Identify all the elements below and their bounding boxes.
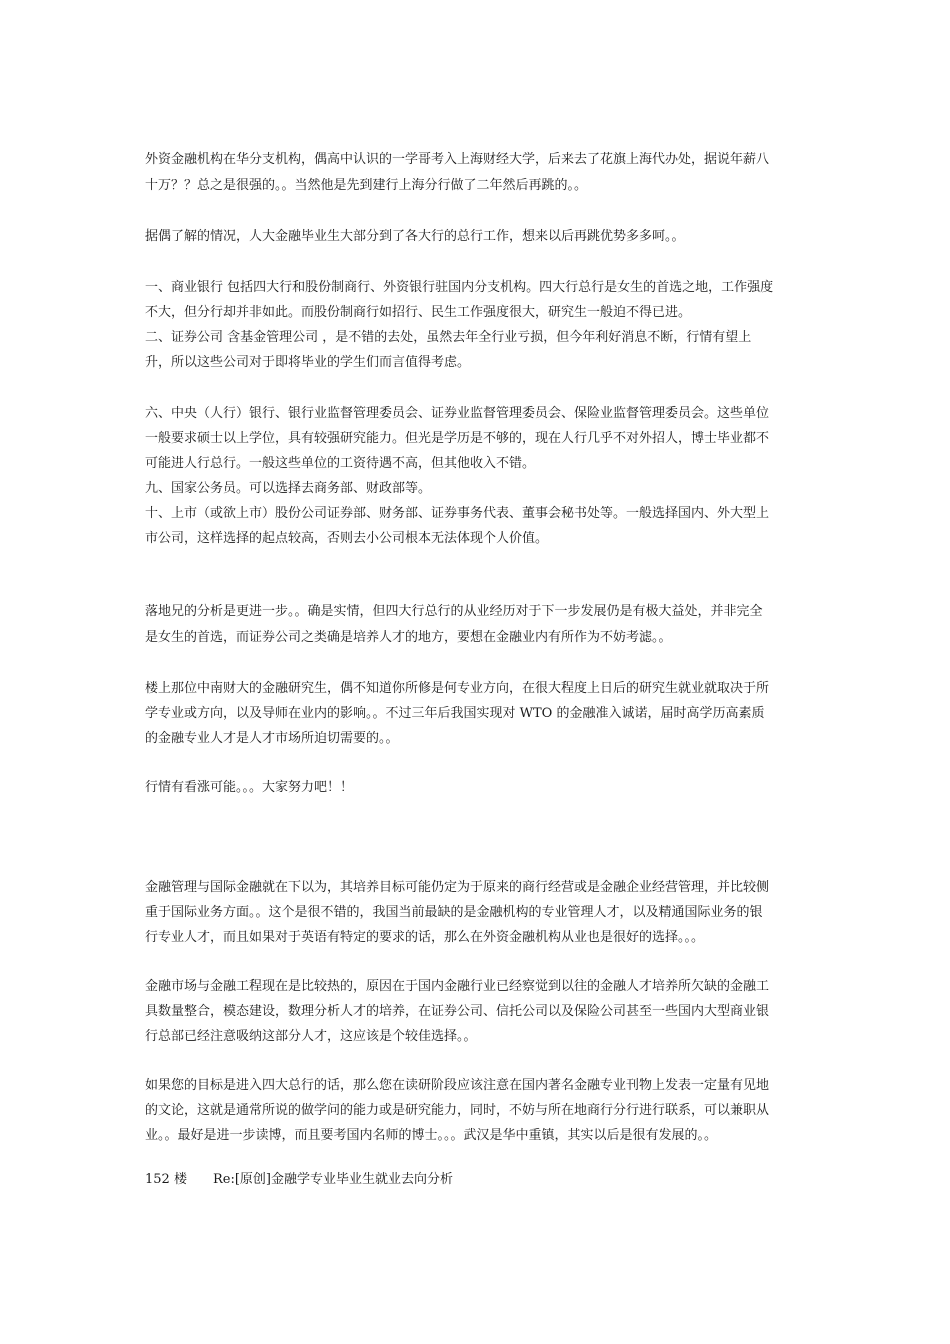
- text-line: 不大，但分行却并非如此。而股份制商行如招行、民生工作强度很大，研究生一般迫不得已进。: [145, 305, 692, 320]
- text-line: 据偶了解的情况，人大金融毕业生大部分到了各大行的总行工作，想来以后再跳优势多多呵。。: [145, 229, 685, 244]
- text-line: 如果您的目标是进入四大总行的话，那么您在读研阶段应该注意在国内著名金融专业刊物上发表一定量有见地: [145, 1078, 770, 1093]
- text-line: 行专业人才，而且如果对于英语有特定的要求的话，那么在外资金融机构从业也是很好的选择。。。: [145, 930, 705, 945]
- text-line: 六、中央（人行）银行、银行业监督管理委员会、证券业监督管理委员会、保险业监督管理委员会。这些单位: [145, 406, 770, 421]
- text-line: 十、上市（或欲上市）股份公司证券部、财务部、证券事务代表、董事会秘书处等。一般选择国内、外大型上: [145, 506, 770, 521]
- text-line: 行总部已经注意吸纳这部分人才，这应该是个较佳选择。。: [145, 1029, 477, 1044]
- text-line: 金融市场与金融工程现在是比较热的，原因在于国内金融行业已经察觉到以往的金融人才培养所欠缺的金融工: [145, 979, 770, 994]
- text-line: 楼上那位中南财大的金融研究生，偶不知道你所修是何专业方向，在很大程度上日后的研究生就业就取决于所: [145, 681, 770, 696]
- text-line: 业。。最好是进一步读博，而且要考国内名师的博士。。。武汉是华中重镇，其实以后是很有发展的。。: [145, 1128, 718, 1143]
- floor-number: 152 楼: [145, 1172, 187, 1187]
- text-line: 行情有看涨可能。。。大家努力吧！！: [145, 780, 354, 795]
- text-line: 可能进人行总行。一般这些单位的工资待遇不高，但其他收入不错。: [145, 456, 536, 471]
- text-line: 具数量整合，模态建设，数理分析人才的培养，在证券公司、信托公司以及保险公司甚至一些国内大型商业银: [145, 1004, 770, 1019]
- text-line: 一般要求硕士以上学位，具有较强研究能力。但光是学历是不够的，现在人行几乎不对外招人，博士毕业都不: [145, 431, 770, 446]
- text-line: 九、国家公务员。可以选择去商务部、财政部等。: [145, 481, 432, 496]
- post-title: Re:[原创]金融学专业毕业生就业去向分析: [213, 1172, 454, 1187]
- text-line: 落地兄的分析是更进一步。。确是实情，但四大行总行的从业经历对于下一步发展仍是有极大益处，并非完全: [145, 604, 763, 619]
- text-line: 十万？？总之是很强的。。当然他是先到建行上海分行做了二年然后再跳的。。: [145, 178, 588, 193]
- text-line: 外资金融机构在华分支机构，偶高中认识的一学哥考入上海财经大学，后来去了花旗上海代办处，据说年薪八: [145, 152, 770, 167]
- text-line: 二、证券公司 含基金管理公司 ，是不错的去处，虽然去年全行业亏损，但今年利好消息不断，行情有望上: [145, 330, 752, 345]
- text-line: 的文论，这就是通常所说的做学问的能力或是研究能力，同时，不妨与所在地商行分行进行联系，可以兼职从: [145, 1103, 770, 1118]
- text-line: 升，所以这些公司对于即将毕业的学生们而言值得考虑。: [145, 355, 471, 370]
- text-line: 是女生的首选，而证券公司之类确是培养人才的地方，要想在金融业内有所作为不妨考滤。。: [145, 630, 672, 645]
- text-line: 市公司，这样选择的起点较高，否则去小公司根本无法体现个人价值。: [145, 531, 549, 546]
- text-line: 一、商业银行 包括四大行和股份制商行、外资银行驻国内分支机构。四大行总行是女生的首选之地，工作强度: [145, 280, 774, 295]
- text-line: 学专业或方向，以及导师在业内的影响。。不过三年后我国实现对 WTO 的金融准入诚诺，届时高学历高素质: [145, 706, 765, 721]
- text-line: 金融管理与国际金融就在下以为，其培养目标可能仍定为于原来的商行经营或是金融企业经营管理，并比较侧: [145, 880, 770, 895]
- text-line: 重于国际业务方面。。这个是很不错的，我国当前最缺的是金融机构的专业管理人才，以及精通国际业务的银: [145, 905, 763, 920]
- text-line: 的金融专业人才是人才市场所迫切需要的。。: [145, 731, 399, 746]
